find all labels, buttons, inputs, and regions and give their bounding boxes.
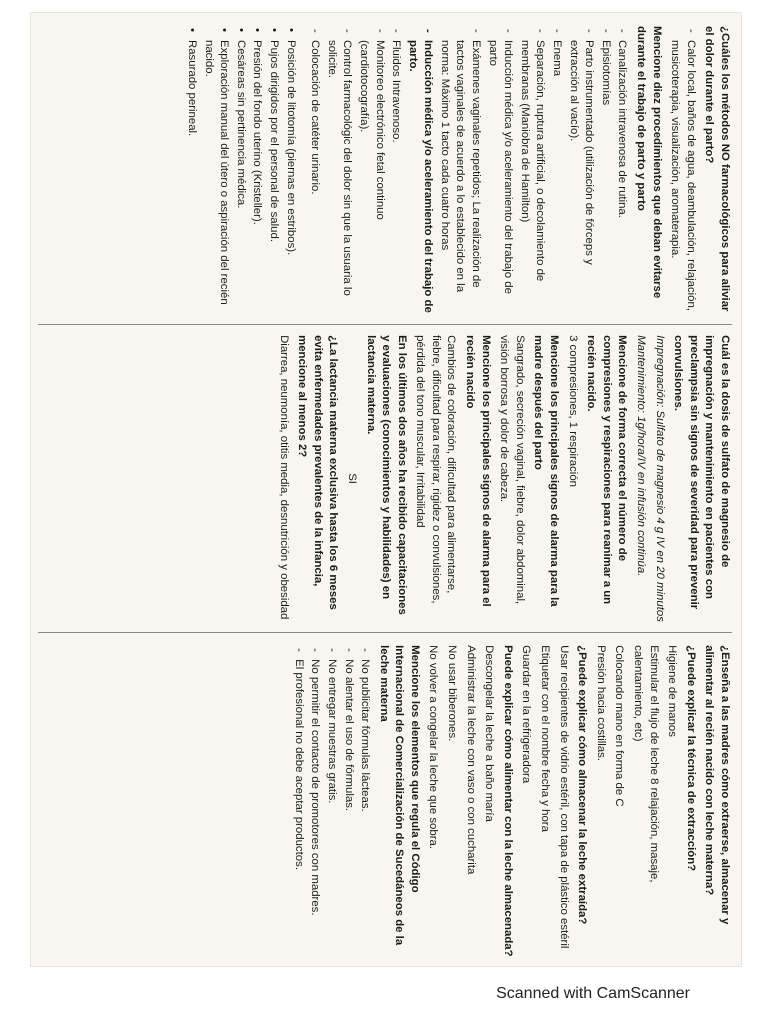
- list-item: - No permitir el contacto de promotores con madres.: [307, 659, 323, 959]
- answer-maintenance: Mantenimiento: 1g/hora/IV en infusión continúa.: [635, 335, 648, 577]
- list-item: Guardar en la refrigeradora: [520, 645, 533, 784]
- question-feed-stored-milk: Puede explicar cómo alimentar con la leche almacenada?: [501, 645, 514, 957]
- question-extraction-technique: ¿Puede explicar la técnica de extracción?: [684, 645, 697, 872]
- avoid-procedures-list: [307, 26, 630, 314]
- list-item: - Monitoreo electrónico fetal continuo (cardiotocografía).: [355, 40, 386, 314]
- list-item: - Exámenes vaginales repetidos; La realización de tactos vaginales de acuerdo a lo establecido en la norma: Máximo 1 tacto cada cuatro horas: [436, 40, 483, 314]
- question-international-code: Mencione los elementos que regula el Código Internacional de Comercialización de Sucedáneos de la leche materna: [377, 645, 421, 946]
- question-avoid-procedures: Mencione diez procedimientos que deban evitarse durante el trabajo de parto y parto: [635, 26, 663, 299]
- list-item: - Parto instrumentado (utilización de fórceps y extracción al vacío).: [565, 40, 596, 314]
- answer-newborn-alarm-signs: Cambios de coloración, dificultad para alimentarse, fiebre, dificultad para respirar, rigidez o convulsiones, pérdida del tono muscular, Irritabilidad: [414, 335, 458, 604]
- column-1: [38, 26, 732, 324]
- list-item: Usar recipientes de vidrio estéril, con tapa de plástico estéril: [557, 645, 570, 949]
- list-item: No volver a congelar la leche que sobra.: [427, 645, 440, 850]
- answer-exclusive-breastfeeding: Diarrea, neumonía, otitis media, desnutrición y obesidad: [277, 335, 290, 620]
- question-exclusive-breastfeeding: ¿La lactancia materna exclusiva hasta los 6 meses evita enfermedades prevalentes de la infancia, mencione al menos 2?: [296, 335, 340, 610]
- list-item: - Inducción médica y/o aceleramiento del trabajo de parto: [484, 40, 515, 314]
- list-item: No usar biberones.: [446, 645, 459, 742]
- question-nonpharm-pain: ¿Cuáles los métodos NO farmacológicos para aliviar el dolor durante el parto?: [703, 26, 731, 312]
- list-item: Higiene de manos: [666, 645, 679, 737]
- avoid-procedures-list-continued: [183, 26, 297, 314]
- list-item: - Calor local, baños de agua, deambulación, relajación, musicoterapia, visualización, aromaterapia.: [667, 40, 698, 314]
- list-item: Colocando mano en forma de C: [613, 645, 626, 807]
- list-item: - Control farmacológic del dolor sin que la usuaria lo solicite.: [323, 40, 354, 314]
- spacer: [298, 26, 304, 314]
- question-maternal-alarm-signs: Mencione los principales signos de alarma para la madre después del parto: [532, 335, 561, 607]
- international-code-list: [290, 645, 372, 959]
- list-item: - Inducción médica y/o aceleramiento del trabajo de parto.: [404, 40, 435, 314]
- list-item: Descongelar la leche a baño maría: [483, 645, 496, 822]
- answer-breastfeeding-training: SI: [345, 473, 358, 484]
- question-newborn-alarm-signs: Mencione los principales signos de alarma para el recién nacido: [464, 335, 492, 607]
- answer-impregnation: Impregnación: Sulfato de magnesio 4 g IV en 20 minutos: [653, 335, 666, 622]
- list-item: - Enema: [548, 40, 564, 314]
- list-item: • Exploración manual del útero o aspiración del recién nacido.: [200, 40, 231, 314]
- list-item: Administrar la leche con vaso o con cucharita: [464, 645, 477, 875]
- nonpharm-list: [667, 26, 698, 314]
- list-item: - No entregar muestras gratis.: [323, 659, 339, 959]
- scanner-watermark: Scanned with CamScanner: [496, 985, 690, 1002]
- list-item: - Colocación de catéter urinario.: [307, 40, 323, 314]
- question-breastfeeding-training: En los últimos dos años ha recibido capacitaciones y evaluaciones (conocimientos y habilidades) en lactancia materna.: [364, 335, 408, 615]
- list-item: • Cesáreas sin pertinencia médica.: [232, 40, 248, 314]
- list-item: Presión hacia costillas.: [594, 645, 607, 761]
- list-item: • Pujos dirigidos por el personal de salud.: [265, 40, 281, 314]
- column-2: [38, 324, 732, 632]
- list-item: - Fluidos Intravenoso.: [388, 40, 404, 314]
- list-item: • Presión del fondo uterino (Kristeller).: [249, 40, 265, 314]
- rotated-page: [30, 12, 742, 967]
- list-item: - Separación, ruptura artificial, o decolamiento de membranas (Maniobra de Hamilton): [516, 40, 547, 314]
- list-item: - El profesional no debe aceptar productos.: [290, 659, 306, 959]
- list-item: Estimular el flujo de leche 8 relajación, masaje, calentamiento, etc): [632, 645, 660, 883]
- list-item: • Rasurado perineal.: [183, 40, 199, 314]
- list-item: - Canalización intravenosa de rutina.: [614, 40, 630, 314]
- question-store-milk: ¿Puede explicar cómo almacenar la leche extraída?: [576, 645, 589, 925]
- question-resuscitation: Mencione de forma correcta el número de compresiones y respiraciones para reanimar a un recién nacido.: [585, 335, 629, 605]
- list-item: - No publicitar fórmulas lácteas.: [357, 659, 373, 959]
- list-item: - Episiotomías: [597, 40, 613, 314]
- scanned-document: [30, 12, 742, 967]
- column-3: [38, 632, 732, 959]
- question-teach-mothers: ¿Enseña a las madres cómo extraerse, almacenar y alimentar al recién nacido con leche materna?: [703, 645, 731, 925]
- answer-maternal-alarm-signs: Sangrado, secreción vaginal, fiebre, dolor abdominal, visión borrosa y dolor de cabeza.: [498, 335, 526, 605]
- list-item: - No alentar el uso de fórmulas.: [340, 659, 356, 959]
- question-magnesium-dose: Cuál es la dosis de sulfato de magnesio de impregnación y mantenimiento en pacientes con preclampsia sin signos de severidad para prevenir convulsiones.: [672, 335, 731, 610]
- list-item: • Posición de litotomía (piernas en estribos).: [282, 40, 298, 314]
- list-item: Etiquetar con el nombre fecha y hora: [539, 645, 552, 832]
- answer-resuscitation: 3 compresiones, 1 respiración: [566, 335, 579, 488]
